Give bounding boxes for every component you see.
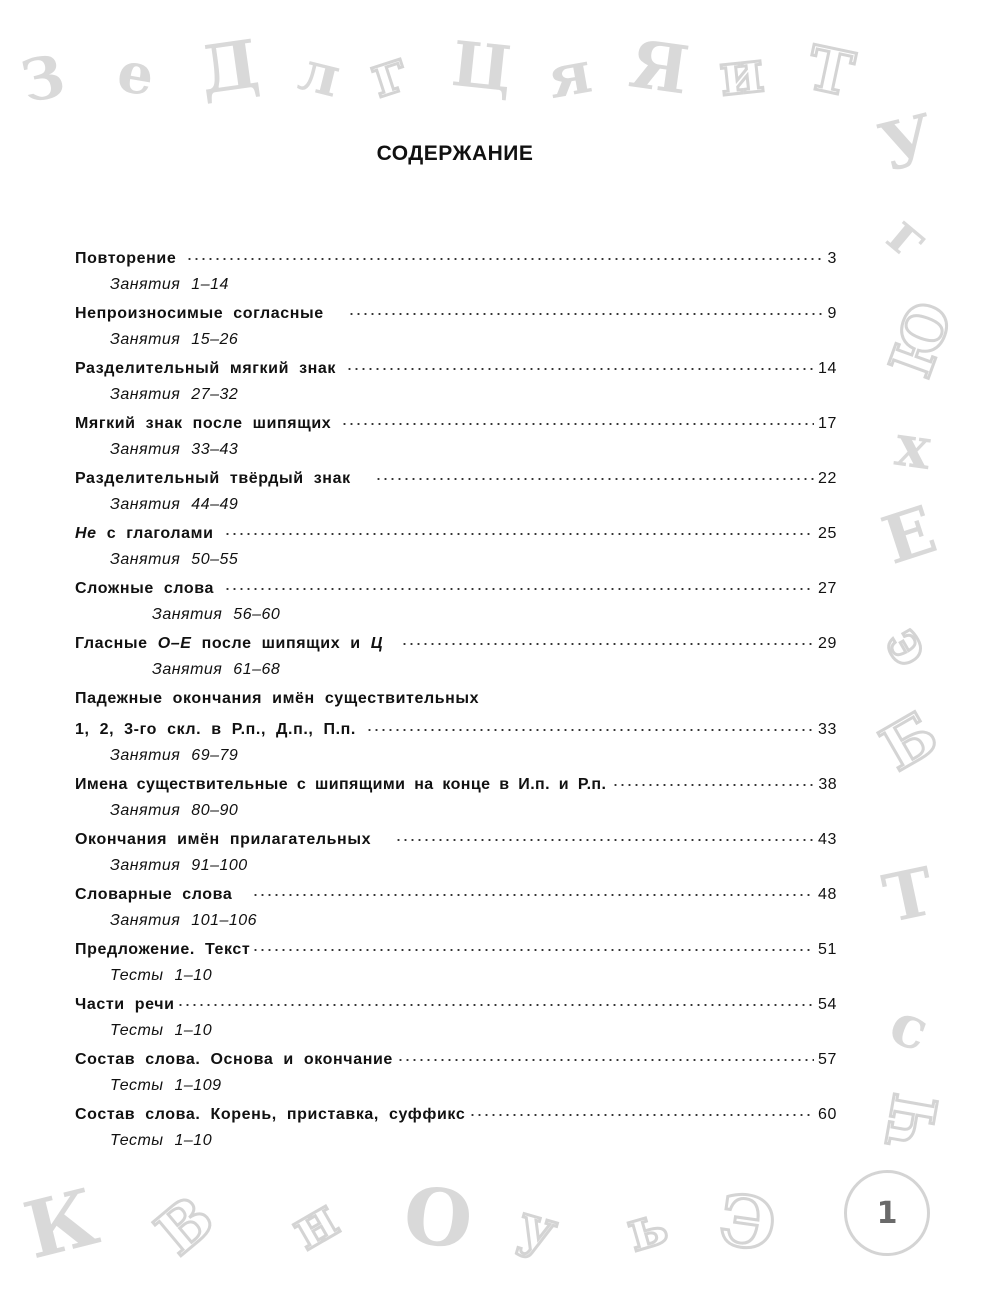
toc-entry-page: 29 [818,635,837,652]
toc-entry-page: 3 [827,250,837,267]
decor-letter: и [716,36,767,110]
toc-entry-title-part: Гласные [75,635,158,652]
page-number: 1 [876,1195,898,1231]
toc-entry[interactable] [75,580,837,628]
decor-letter: К [15,1171,107,1278]
toc-entry-lessons: Занятия 50–55 [110,551,239,568]
toc-entry-title: Мягкий знак после шипящих [75,415,332,432]
toc-entry-title: Сложные слова [75,580,215,597]
toc-entry-page: 60 [818,1106,837,1123]
leader-dots [341,423,814,425]
toc-entry-title: Непроизносимые согласные [75,305,324,322]
toc-entry-page: 54 [818,996,837,1013]
decor-letter: Ю [876,292,967,386]
leader-dots [397,1059,814,1061]
toc-entry[interactable] [75,996,837,1044]
decor-letter: Д [194,24,264,110]
toc-entry[interactable] [75,776,837,824]
toc-entry[interactable] [75,1106,837,1154]
toc-entry-title-italic: Не [75,525,97,542]
decor-letter: у [511,1191,565,1265]
toc-entry-lessons: Занятия 15–26 [110,331,239,348]
toc-entry[interactable] [75,525,837,573]
toc-entry[interactable] [75,1051,837,1099]
toc-entry[interactable] [75,305,837,353]
leader-dots [177,1004,814,1006]
leader-dots [252,949,814,951]
toc-entry-page: 25 [818,525,837,542]
toc-section-heading [75,690,837,714]
decor-letter: г [362,35,418,111]
toc-entry-lessons: Занятия 33–43 [110,441,239,458]
leader-dots [401,643,814,645]
toc-entry-page: 48 [818,886,837,903]
decor-letter: У [871,98,943,188]
decor-letter: е [112,38,160,110]
leader-dots [224,588,814,590]
toc-entry-lessons: Занятия 80–90 [110,802,239,819]
toc-entry-page: 51 [818,941,837,958]
toc-entry-title: Имена существительные с шипящими на конце в И.п. и Р.п. [75,776,607,793]
decor-letter: ь [619,1191,675,1265]
leader-dots [186,258,823,260]
leader-dots [346,368,814,370]
toc-entry[interactable] [75,250,837,298]
toc-entry-page: 38 [818,776,837,793]
decor-letter: я [542,37,597,113]
toc-entry-title: Части речи [75,996,175,1013]
toc-entry-page: 27 [818,580,837,597]
toc-entry-page: 17 [818,415,837,432]
decor-letter: Б [869,698,950,786]
toc-entry-title-rest: с глаголами [96,525,214,542]
decor-letter: З [15,41,71,117]
toc-entry-page: 22 [818,470,837,487]
toc-entry[interactable] [75,831,837,879]
decor-letter: н [280,1185,349,1263]
decor-letter: л [292,37,347,111]
leader-dots [395,839,814,841]
toc-entry[interactable] [75,886,837,934]
toc-entry[interactable] [75,415,837,463]
toc-entry-lessons: Занятия 56–60 [152,606,281,623]
toc-entry-title [75,635,383,653]
decor-letter: с [881,989,938,1065]
toc-entry-title [75,525,214,543]
toc-entry-lessons: Тесты 1–10 [110,1022,213,1039]
decor-letter: Е [873,490,946,580]
toc-entry-title: Состав слова. Основа и окончание [75,1051,393,1068]
table-of-contents [75,250,837,1154]
toc-entry-title-part: после шипящих и [191,635,371,652]
leader-dots [375,478,814,480]
leader-dots [348,313,824,315]
toc-entry-lessons: Тесты 1–10 [110,1132,213,1149]
toc-entry-page: 9 [827,305,837,322]
toc-entry-page: 14 [818,360,837,377]
toc-entry-lessons: Занятия 27–32 [110,386,239,403]
toc-entry-title: Окончания имён прилагательных [75,831,372,848]
toc-entry-lessons: Занятия 91–100 [110,857,248,874]
toc-entry[interactable] [75,721,837,769]
toc-entry-title: Повторение [75,250,177,267]
decor-letter: Ч [874,1088,953,1156]
leader-dots [224,533,814,535]
page-number-badge [844,1170,930,1256]
decor-letter: г [874,201,944,275]
page-title: СОДЕРЖАНИЕ [376,142,534,165]
toc-entry-title: Разделительный мягкий знак [75,360,336,377]
toc-entry-lessons: Занятия 1–14 [110,276,229,293]
toc-entry-title: Предложение. Текст [75,941,251,958]
toc-entry[interactable] [75,635,837,683]
leader-dots [612,784,814,786]
decor-letter: Ц [448,27,516,106]
toc-entry[interactable] [75,360,837,408]
decor-letter: Т [876,851,941,939]
toc-entry[interactable] [75,941,837,989]
toc-entry-page: 43 [818,831,837,848]
toc-entry-title-italic: Ц [370,635,384,652]
decor-letter: О [399,1169,477,1268]
decor-letter: Я [624,24,694,110]
leader-dots [469,1114,814,1116]
toc-entry-lessons: Занятия 61–68 [152,661,281,678]
leader-dots [366,729,814,731]
toc-entry-lessons: Тесты 1–109 [110,1077,222,1094]
toc-entry-title: Состав слова. Корень, приставка, суффикс [75,1106,466,1123]
toc-entry-title-italic: О–Е [157,635,192,652]
decor-letter: Т [801,33,860,111]
leader-dots [252,894,814,896]
toc-entry-title: 1, 2, 3-го скл. в Р.п., Д.п., П.п. [75,721,356,738]
toc-entry-title: Словарные слова [75,886,233,903]
toc-entry-lessons: Занятия 69–79 [110,747,239,764]
toc-entry-page: 57 [818,1051,837,1068]
toc-entry[interactable] [75,470,837,518]
toc-heading-text: Падежные окончания имён существительных [75,690,480,707]
toc-entry-page: 33 [818,721,837,738]
decor-letter: В [143,1182,228,1270]
toc-entry-lessons: Занятия 101–106 [110,912,258,929]
decor-letter: э [871,614,947,678]
decor-letter: х [891,410,936,484]
toc-entry-title: Разделительный твёрдый знак [75,470,351,487]
toc-entry-lessons: Тесты 1–10 [110,967,213,984]
toc-entry-lessons: Занятия 44–49 [110,496,239,513]
decor-letter: Э [714,1177,782,1268]
